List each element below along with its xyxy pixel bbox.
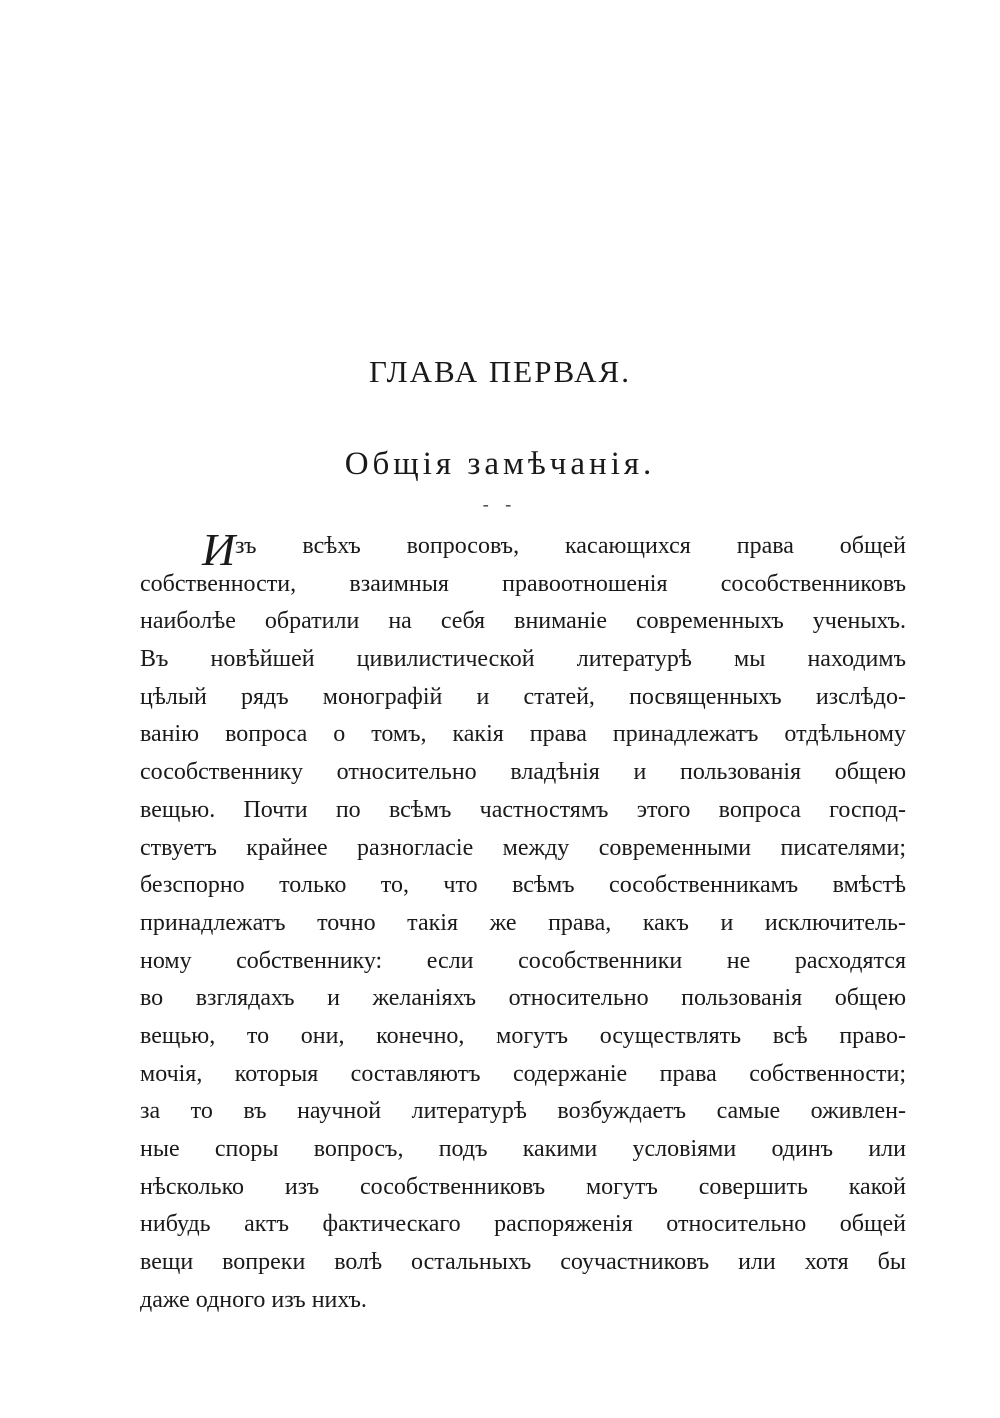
paragraph-line: мочiя, которыя составляютъ содержанiе права собственности; <box>140 1060 906 1087</box>
paragraph-line: ванiю вопроса о томъ, какiя права принадлежатъ отдѣльному <box>140 721 906 748</box>
paragraph-line: во взглядахъ и желанiяхъ относительно пользованiя общею <box>140 985 906 1012</box>
chapter-title: ГЛАВА ПЕРВАЯ. <box>369 354 631 389</box>
paragraph-line: вещи вопреки волѣ остальныхъ соучастниковъ или хотя бы <box>140 1249 906 1276</box>
paragraph-first-line <box>140 528 906 566</box>
paragraph-line: безспорно только то, что всѣмъ сособственникамъ вмѣстѣ <box>140 872 906 899</box>
drop-cap: И <box>202 528 236 566</box>
paragraph-line: вещью. Почти по всѣмъ частностямъ этого вопроса господ- <box>140 796 906 823</box>
paragraph-line: за то въ научной литературѣ возбуждаетъ самые оживлен- <box>140 1098 906 1125</box>
paragraph-line: цѣлый рядъ монографiй и статей, посвященныхъ изслѣдо- <box>140 683 906 710</box>
paragraph-line: нѣсколько изъ сособственниковъ могутъ совершить какой <box>140 1173 906 1200</box>
paragraph-last-line: даже одного изъ нихъ. <box>140 1286 367 1313</box>
title-ornament: - - <box>482 494 518 514</box>
section-title: Общiя замѣчанiя. <box>344 446 656 482</box>
paragraph-line: собственности, взаимныя правоотношенiя сособственниковъ <box>140 570 906 597</box>
paragraph-line: наиболѣе обратили на себя вниманiе современныхъ ученыхъ. <box>140 608 906 635</box>
paragraph-line: ные споры вопросъ, подъ какими условiями одинъ или <box>140 1136 906 1162</box>
paragraph-line: вещью, то они, конечно, могутъ осуществлять всѣ право- <box>140 1022 906 1049</box>
paragraph-line: нибудь актъ фактическаго распоряженiя относительно общей <box>140 1211 906 1238</box>
paragraph-first-line-text: зъ всѣхъ вопросовъ, касающихся права общей <box>235 533 906 559</box>
chapter-paragraph <box>140 528 906 1319</box>
paragraph-line: сособственнику относительно владѣнiя и пользованiя общею <box>140 759 906 786</box>
paragraph-line: ному собственнику: если сособственники не расходятся <box>140 947 906 974</box>
paragraph-line: Въ новѣйшей цивилистической литературѣ мы находимъ <box>140 646 906 673</box>
paragraph-line: ствуетъ крайнее разногласiе между современными писателями; <box>140 834 906 861</box>
paragraph-line: принадлежатъ точно такiя же права, какъ и исключитель- <box>140 909 906 936</box>
